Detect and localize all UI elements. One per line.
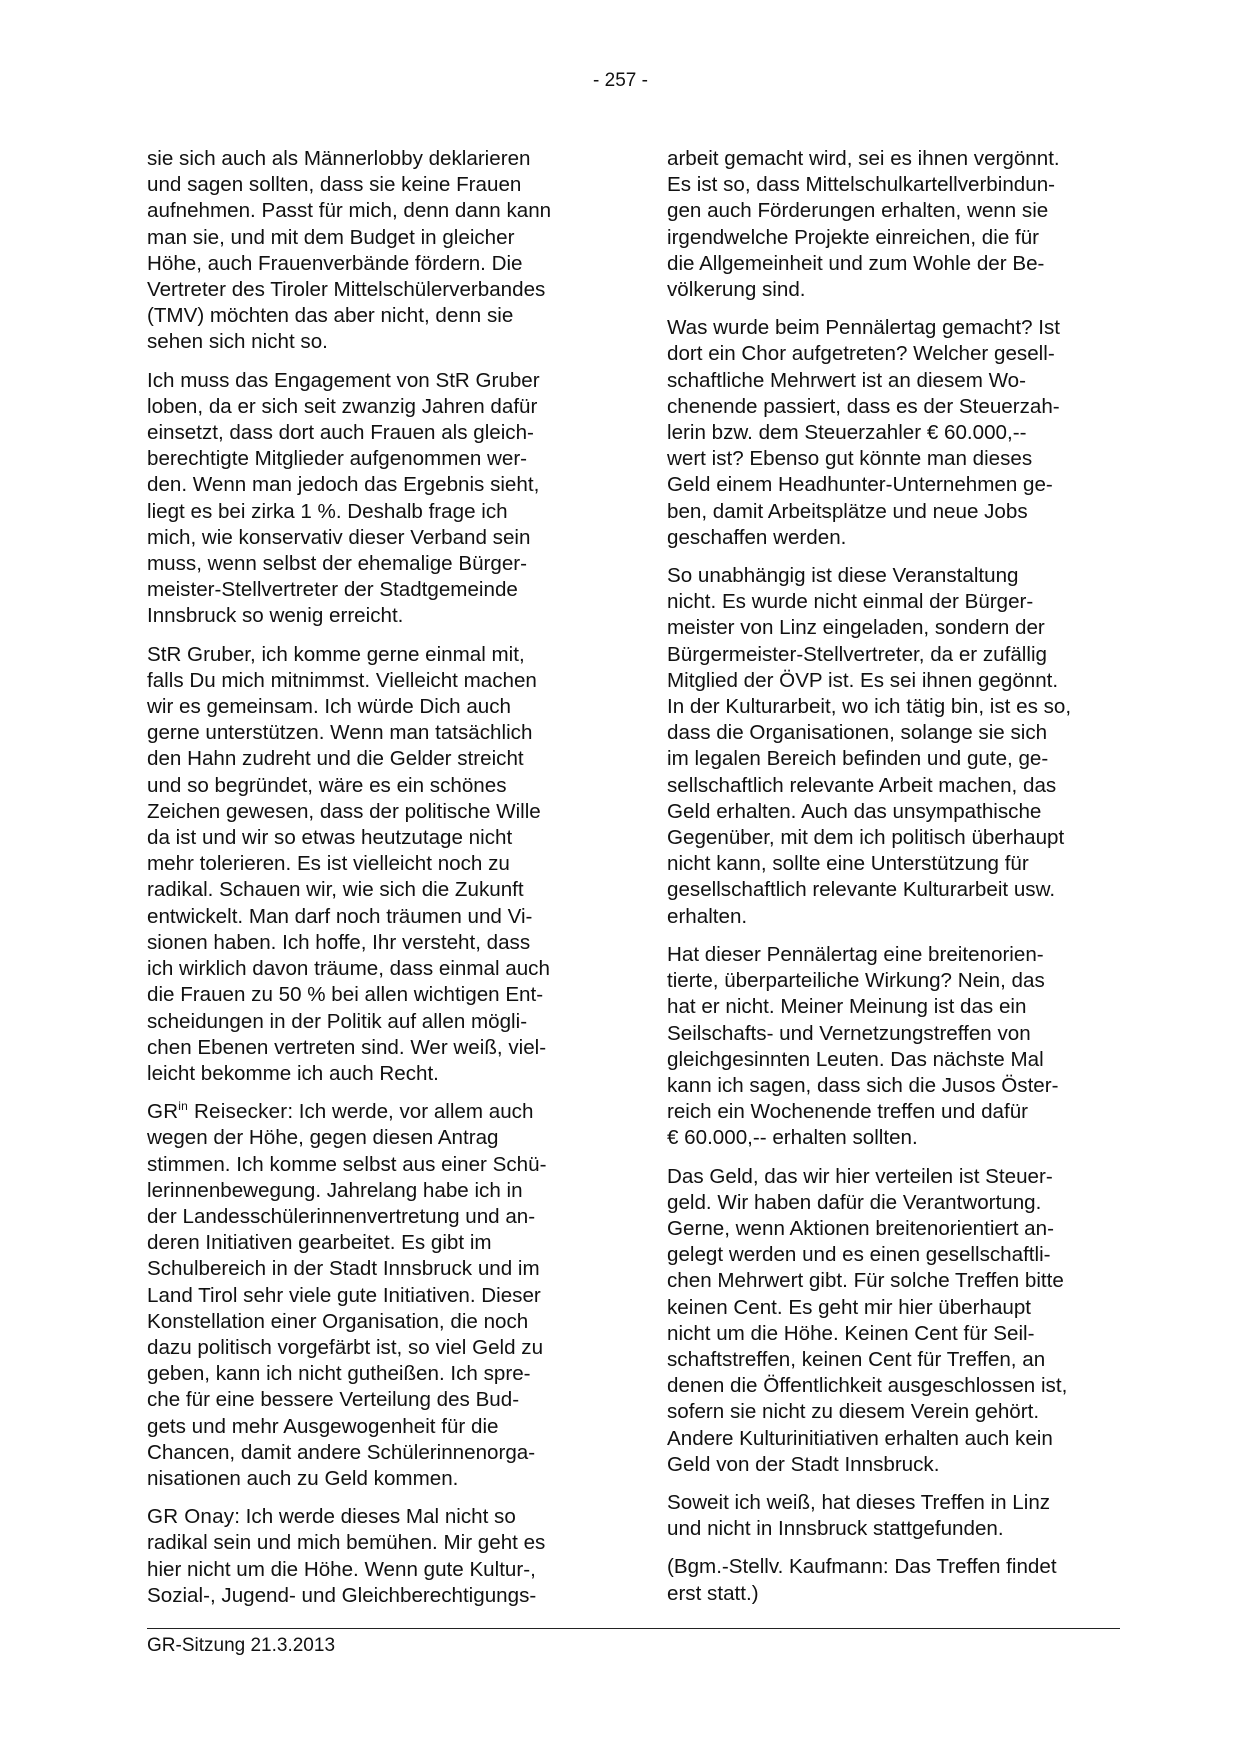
text-line: So unabhängig ist diese Veranstaltung (667, 564, 1019, 588)
text-line: kann ich sagen, dass sich die Jusos Öster- (667, 1073, 1059, 1097)
text-line: Andere Kulturinitiativen erhalten auch kein (667, 1426, 1053, 1450)
text-line: erhalten. (667, 904, 748, 928)
text-line: wegen der Höhe, gegen diesen Antrag (147, 1126, 499, 1150)
text-line: nicht kann, sollte eine Unterstützung für (667, 852, 1029, 876)
paragraph (147, 146, 599, 356)
footer-session-date: GR-Sitzung 21.3.2013 (147, 1635, 336, 1656)
text-line: geld. Wir haben dafür die Verantwortung. (667, 1190, 1042, 1214)
text-line: (TMV) möchten das aber nicht, denn sie (147, 304, 514, 328)
text-line: radikal sein und mich bemühen. Mir geht es (147, 1531, 546, 1555)
text-line: loben, da er sich seit zwanzig Jahren dafür (147, 394, 538, 418)
speaker-superscript: in (178, 1099, 189, 1114)
text-line: irgendwelche Projekte einreichen, die für (667, 225, 1040, 249)
text-line: liegt es bei zirka 1 %. Deshalb frage ich (147, 499, 508, 523)
text-line: nicht. Es wurde nicht einmal der Bürger- (667, 590, 1034, 614)
paragraph (147, 642, 599, 1087)
text-line: hier nicht um die Höhe. Wenn gute Kultur-, (147, 1557, 536, 1581)
text-line: im legalen Bereich befinden und gute, ge- (667, 747, 1049, 771)
text-line: die Frauen zu 50 % bei allen wichtigen Ent- (147, 983, 544, 1007)
speaker-name: GR Onay (147, 1505, 235, 1529)
text-line: Konstellation einer Organisation, die noch (147, 1309, 529, 1333)
text-line: und nicht in Innsbruck stattgefunden. (667, 1517, 1004, 1541)
text-line: $GR^{in}$ Reisecker: Ich werde, vor allem auch (147, 1099, 534, 1124)
text-line: aufnehmen. Passt für mich, denn dann kann (147, 199, 552, 223)
text-line: Höhe, auch Frauenverbände fördern. Die (147, 251, 523, 275)
text-line: da ist und wir so etwas heutzutage nicht (147, 826, 513, 850)
text-line: sehen sich nicht so. (147, 330, 328, 354)
text-line: Geld erhalten. Auch das unsympathische (667, 799, 1042, 823)
speech-paragraph (147, 1099, 599, 1492)
text-line: Vertreter des Tiroler Mittelschülerverbandes (147, 278, 546, 302)
text-line: berechtigte Mitglieder aufgenommen wer- (147, 447, 528, 471)
text-line: lerinnenbewegung. Jahrelang habe ich in (147, 1178, 523, 1202)
text-line: Land Tirol sehr viele gute Initiativen. Dieser (147, 1283, 541, 1307)
text-line: € 60.000,-- erhalten sollten. (667, 1126, 918, 1150)
text-line: dazu politisch vorgefärbt ist, so viel Geld zu (147, 1335, 544, 1359)
text-line: In der Kulturarbeit, wo ich tätig bin, ist es so, (667, 695, 1072, 719)
text-line: gleichgesinnten Leuten. Das nächste Mal (667, 1047, 1044, 1071)
text-line: (Bgm.-Stellv. Kaufmann: Das Treffen findet (667, 1555, 1057, 1579)
text-line: und sagen sollten, dass sie keine Frauen (147, 173, 522, 197)
paragraph (667, 146, 1119, 303)
text-line: Gerne, wenn Aktionen breitenorientiert an- (667, 1216, 1054, 1240)
text-line: Hat dieser Pennälertag eine breitenorien- (667, 942, 1044, 966)
speech-paragraph (147, 1504, 599, 1609)
text-line: mich, wie konservativ dieser Verband sein (147, 525, 531, 549)
left-column (147, 146, 599, 1621)
text-line: leicht bekomme ich auch Recht. (147, 1061, 439, 1085)
text-line: geben, kann ich nicht gutheißen. Ich spre- (147, 1362, 531, 1386)
text-line: chen Ebenen vertreten sind. Wer weiß, viel- (147, 1035, 547, 1059)
text-line: dort ein Chor aufgetreten? Welcher gesell- (667, 342, 1055, 366)
text-line: deren Initiativen gearbeitet. Es gibt im (147, 1231, 492, 1255)
text-line: Mitglied der ÖVP ist. Es sei ihnen gegönnt. (667, 668, 1059, 692)
text-line: mehr tolerieren. Es ist vielleicht noch zu (147, 852, 510, 876)
text-line: radikal. Schauen wir, wie sich die Zukunft (147, 878, 524, 902)
text-line: gerne unterstützen. Wenn man tatsächlich (147, 721, 533, 745)
paragraph (667, 1164, 1119, 1478)
text-line: scheidungen in der Politik auf allen mögli- (147, 1009, 528, 1033)
text-line: sionen haben. Ich hoffe, Ihr versteht, dass (147, 930, 531, 954)
text-line: gen auch Förderungen erhalten, wenn sie (667, 199, 1049, 223)
text-line: stimmen. Ich komme selbst aus einer Schü- (147, 1152, 547, 1176)
text-line: sofern sie nicht zu diesem Verein gehört. (667, 1400, 1040, 1424)
text-line: völkerung sind. (667, 278, 806, 302)
text-line: che für eine bessere Verteilung des Bud- (147, 1388, 520, 1412)
text-line: den Hahn zudreht und die Gelder streicht (147, 747, 524, 771)
text-line: nicht um die Höhe. Keinen Cent für Seil- (667, 1321, 1035, 1345)
text-line: Geld von der Stadt Innsbruck. (667, 1452, 940, 1476)
text-line: tierte, überparteiliche Wirkung? Nein, das (667, 969, 1045, 993)
paragraph (667, 315, 1119, 551)
text-line: reich ein Wochenende treffen und dafür (667, 1100, 1029, 1124)
text-line: Seilschafts- und Vernetzungstreffen von (667, 1021, 1031, 1045)
text-line: entwickelt. Man darf noch träumen und Vi- (147, 904, 533, 928)
text-line: lerin bzw. dem Steuerzahler € 60.000,-- (667, 421, 1027, 445)
text-line: den. Wenn man jedoch das Ergebnis sieht, (147, 473, 540, 497)
text-line: meister von Linz eingeladen, sondern der (667, 616, 1045, 640)
text-line: gelegt werden und es einen gesellschaftli- (667, 1243, 1051, 1267)
text-line: falls Du mich mitnimmst. Vielleicht machen (147, 668, 537, 692)
page-number: - 257 - (593, 70, 648, 91)
text-line: Zeichen gewesen, dass der politische Wille (147, 799, 541, 823)
text-line: Was wurde beim Pennälertag gemacht? Ist (667, 316, 1061, 340)
text-line: die Allgemeinheit und zum Wohle der Be- (667, 251, 1045, 275)
text-line: Das Geld, das wir hier verteilen ist Steuer- (667, 1164, 1053, 1188)
text-line: chenende passiert, dass es der Steuerzah- (667, 394, 1060, 418)
text-line: arbeit gemacht wird, sei es ihnen vergönnt. (667, 147, 1060, 170)
text-line: gets und mehr Ausgewogenheit für die (147, 1414, 499, 1438)
right-column (667, 146, 1119, 1619)
text-line: und so begründet, wäre es ein schönes (147, 773, 507, 797)
text-line: ben, damit Arbeitsplätze und neue Jobs (667, 499, 1028, 523)
text-line: meister-Stellvertreter der Stadtgemeinde (147, 578, 518, 602)
text-line: Innsbruck so wenig erreicht. (147, 604, 404, 628)
text-line: Geld einem Headhunter-Unternehmen ge- (667, 473, 1053, 497)
text-line: Schulbereich in der Stadt Innsbruck und im (147, 1257, 540, 1281)
text-line: Soweit ich weiß, hat dieses Treffen in Linz (667, 1490, 1051, 1514)
text-line: einsetzt, dass dort auch Frauen als gleich- (147, 421, 534, 445)
text-line: dass die Organisationen, solange sie sich (667, 721, 1048, 745)
text-line: schaftstreffen, keinen Cent für Treffen, an (667, 1347, 1046, 1371)
text-line: muss, wenn selbst der ehemalige Bürger- (147, 552, 528, 576)
text-line: nisationen auch zu Geld kommen. (147, 1466, 459, 1490)
text-line: man sie, und mit dem Budget in gleicher (147, 225, 515, 249)
footer-divider (147, 1628, 1120, 1629)
interjection-paragraph (667, 1554, 1119, 1606)
text-line: gesellschaftlich relevante Kulturarbeit usw. (667, 878, 1056, 902)
text-line: Gegenüber, mit dem ich politisch überhaupt (667, 826, 1065, 850)
text-line: ich wirklich davon träume, dass einmal auch (147, 957, 550, 981)
text-line: sellschaftlich relevante Arbeit machen, das (667, 773, 1057, 797)
text-line: GR Onay: Ich werde dieses Mal nicht so (147, 1505, 516, 1529)
text-line: Ich muss das Engagement von StR Gruber (147, 368, 540, 392)
text-line: Bürgermeister-Stellvertreter, da er zufällig (667, 642, 1047, 666)
text-line: geschaffen werden. (667, 525, 847, 549)
text-line: der Landesschülerinnenvertretung und an- (147, 1204, 536, 1228)
text-line: Es ist so, dass Mittelschulkartellverbindun- (667, 173, 1056, 197)
text-line: Chancen, damit andere Schülerinnenorga- (147, 1440, 536, 1464)
text-line: chen Mehrwert gibt. Für solche Treffen bitte (667, 1269, 1064, 1293)
text-line: StR Gruber, ich komme gerne einmal mit, (147, 642, 525, 666)
text-line: schaftliche Mehrwert ist an diesem Wo- (667, 368, 1026, 392)
text-line: denen die Öffentlichkeit ausgeschlossen ist, (667, 1374, 1068, 1398)
text-line: keinen Cent. Es geht mir hier überhaupt (667, 1295, 1032, 1319)
text-line: wert ist? Ebenso gut könnte man dieses (667, 447, 1033, 471)
text-line: wir es gemeinsam. Ich würde Dich auch (147, 695, 511, 719)
paragraph (147, 368, 599, 630)
text-line: sie sich auch als Männerlobby deklarieren (147, 147, 531, 170)
text-line: Sozial-, Jugend- und Gleichberechtigungs- (147, 1583, 537, 1607)
paragraph (667, 942, 1119, 1152)
paragraph (667, 1490, 1119, 1542)
text-line: erst statt.) (667, 1581, 759, 1605)
speaker-name: $GR^{in}$ Reisecker (147, 1099, 288, 1124)
paragraph (667, 563, 1119, 930)
text-line: hat er nicht. Meiner Meinung ist das ein (667, 995, 1027, 1019)
